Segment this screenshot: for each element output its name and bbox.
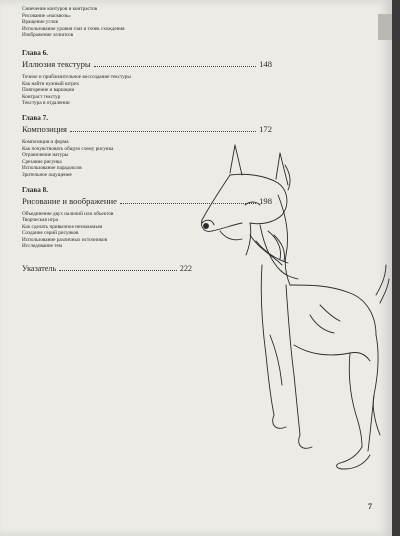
dot-leader	[59, 270, 176, 271]
list-item: Ограничение натуры	[22, 152, 69, 159]
chapter-page: 148	[259, 58, 272, 69]
list-item: Точное и приблизительное воссоздание текстуры	[22, 73, 131, 80]
list-item: Использование различных источников	[22, 236, 108, 243]
list-item: Срезание рисунка	[22, 158, 62, 165]
chapter-label: Глава 8.	[22, 185, 49, 194]
chapter-title-row	[22, 124, 272, 135]
list-item: Объединение двух наличий или объектов	[22, 210, 114, 217]
list-item: Изображение эллипсов	[22, 32, 74, 39]
index-title: Указатель	[22, 264, 57, 274]
list-item: Использование уровня глаз и точек схождения	[22, 25, 125, 32]
list-item: Как найти нужный штрих	[22, 80, 80, 87]
chapter-title-row	[22, 59, 272, 70]
list-item: Сниечение контуров и контрастов	[22, 6, 98, 12]
dot-leader	[70, 131, 256, 132]
list-item: Зрительное ощущение	[22, 171, 72, 178]
list-item: Создание серий рисунков	[22, 230, 79, 237]
dot-leader	[94, 66, 256, 67]
chapter-title: Иллюзия текстуры	[22, 58, 91, 69]
chapter-title: Композиция	[22, 123, 67, 134]
list-item: Исследование тем	[22, 243, 63, 250]
chapter-page: 172	[259, 123, 272, 134]
list-item: Как сделать привычное незнакомым	[22, 223, 103, 230]
page-number: 7	[368, 502, 372, 511]
page-edge-tab	[378, 14, 392, 40]
list-item: Творческая игра	[22, 217, 58, 224]
list-item: Текстура в отдалении	[22, 100, 70, 107]
index-page: 222	[179, 264, 192, 274]
top-items-list	[22, 6, 272, 39]
chapter-6	[22, 49, 272, 107]
chapter-title: Рисование и воображение	[22, 195, 117, 206]
list-item: Композиция и форма	[22, 138, 69, 145]
dog-sketch-icon	[190, 135, 390, 475]
list-item: Как почувствовать общую схему рисунка	[22, 145, 114, 152]
list-item: Вращение углов	[22, 19, 58, 26]
chapter-page: 198	[259, 195, 272, 206]
list-item: Рисование «насквозь»	[22, 12, 71, 19]
chapter-label: Глава 7.	[22, 113, 49, 122]
list-item: Контраст текстур	[22, 93, 61, 100]
list-item: Использование парадоксов	[22, 165, 82, 172]
index-row	[22, 264, 192, 273]
chapter-sections	[22, 74, 272, 107]
chapter-label: Глава 6.	[22, 48, 49, 57]
list-item: Повторение и вариации	[22, 87, 75, 94]
